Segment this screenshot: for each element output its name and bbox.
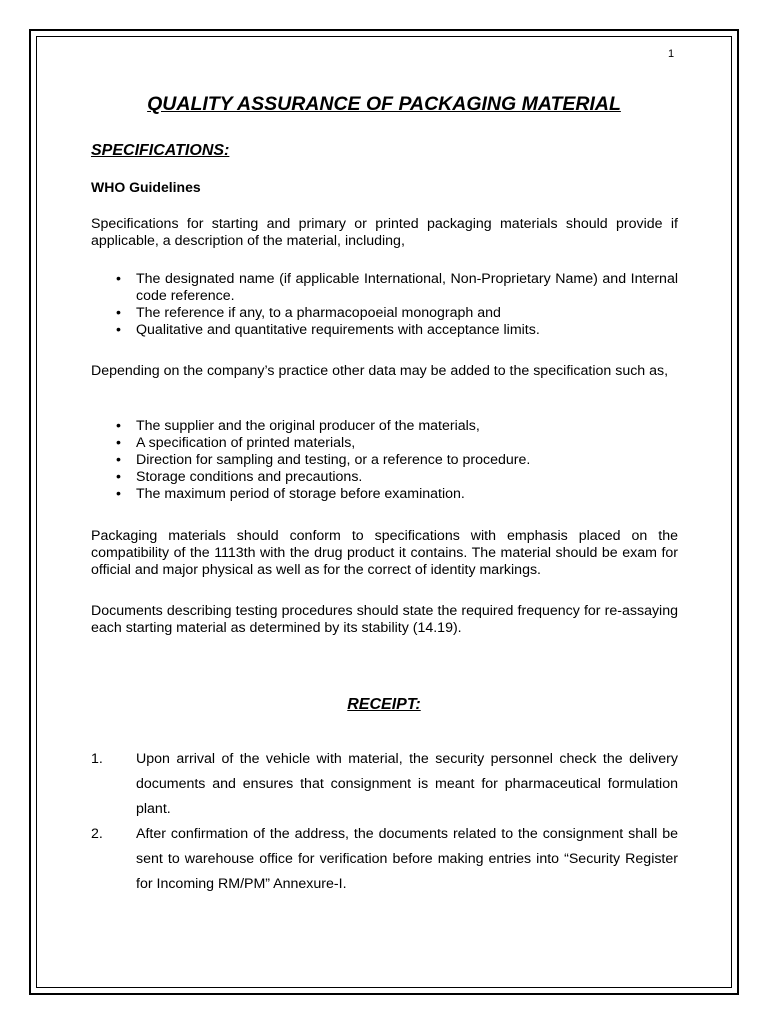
list-item-text: The reference if any, to a pharmacopoeial monograph and bbox=[136, 305, 501, 321]
list-item bbox=[91, 469, 678, 486]
list-item bbox=[91, 452, 678, 469]
material-description-list bbox=[91, 271, 678, 339]
list-item bbox=[91, 822, 678, 897]
list-item-text: Direction for sampling and testing, or a reference to procedure. bbox=[136, 452, 531, 468]
list-item bbox=[91, 322, 678, 339]
additional-data-list bbox=[91, 418, 678, 503]
receipt-heading: RECEIPT: bbox=[347, 696, 421, 713]
bullet-icon: • bbox=[116, 452, 121, 468]
bullet-icon: • bbox=[116, 435, 121, 451]
bullet-icon: • bbox=[116, 418, 121, 434]
list-item-text: Upon arrival of the vehicle with material, the security personnel check the delivery documents and ensures that consignment is meant for pharmaceutical formulation plant. bbox=[136, 751, 678, 817]
list-item-text: Qualitative and quantitative requirements with acceptance limits. bbox=[136, 322, 540, 338]
list-item-text: The maximum period of storage before examination. bbox=[136, 486, 465, 502]
list-item-number: 2. bbox=[91, 826, 103, 842]
list-item bbox=[91, 486, 678, 503]
bullet-icon: • bbox=[116, 271, 121, 287]
list-item-text: A specification of printed materials, bbox=[136, 435, 356, 451]
page-number: 1 bbox=[668, 48, 675, 60]
specifications-heading: SPECIFICATIONS: bbox=[91, 142, 230, 159]
list-item bbox=[91, 418, 678, 435]
specifications-intro-paragraph: Specifications for starting and primary or printed packaging materials should provide if applicable, a description of the material, including, bbox=[91, 216, 678, 249]
testing-procedures-paragraph: Documents describing testing procedures should state the required frequency for re-assaying each starting material as determined by its stability (14.19). bbox=[91, 603, 678, 636]
list-item-text: After confirmation of the address, the documents related to the consignment shall be sent to warehouse office for verification before making entries into “Security Register for Incoming RM/PM” Annexure-I. bbox=[136, 826, 678, 892]
bullet-icon: • bbox=[116, 486, 121, 502]
document-title: QUALITY ASSURANCE OF PACKAGING MATERIAL bbox=[147, 93, 621, 115]
bullet-icon: • bbox=[116, 305, 121, 321]
receipt-steps-list bbox=[91, 747, 678, 897]
list-item bbox=[91, 435, 678, 452]
conformity-paragraph: Packaging materials should conform to specifications with emphasis placed on the compatibility of the 1113th with the drug product it contains. The material should be exam for official and major physical as well as for the correct of identity markings. bbox=[91, 528, 678, 578]
bullet-icon: • bbox=[116, 322, 121, 338]
list-item bbox=[91, 271, 678, 305]
list-item bbox=[91, 305, 678, 322]
list-item-text: Storage conditions and precautions. bbox=[136, 469, 363, 485]
who-guidelines-subheading: WHO Guidelines bbox=[91, 179, 201, 195]
list-item-text: The designated name (if applicable International, Non-Proprietary Name) and Internal code reference. bbox=[136, 271, 678, 304]
list-item bbox=[91, 747, 678, 822]
list-item-text: The supplier and the original producer of the materials, bbox=[136, 418, 480, 434]
bullet-icon: • bbox=[116, 469, 121, 485]
list-item-number: 1. bbox=[91, 751, 103, 767]
additional-data-paragraph: Depending on the company’s practice other data may be added to the specification such as, bbox=[91, 363, 669, 379]
